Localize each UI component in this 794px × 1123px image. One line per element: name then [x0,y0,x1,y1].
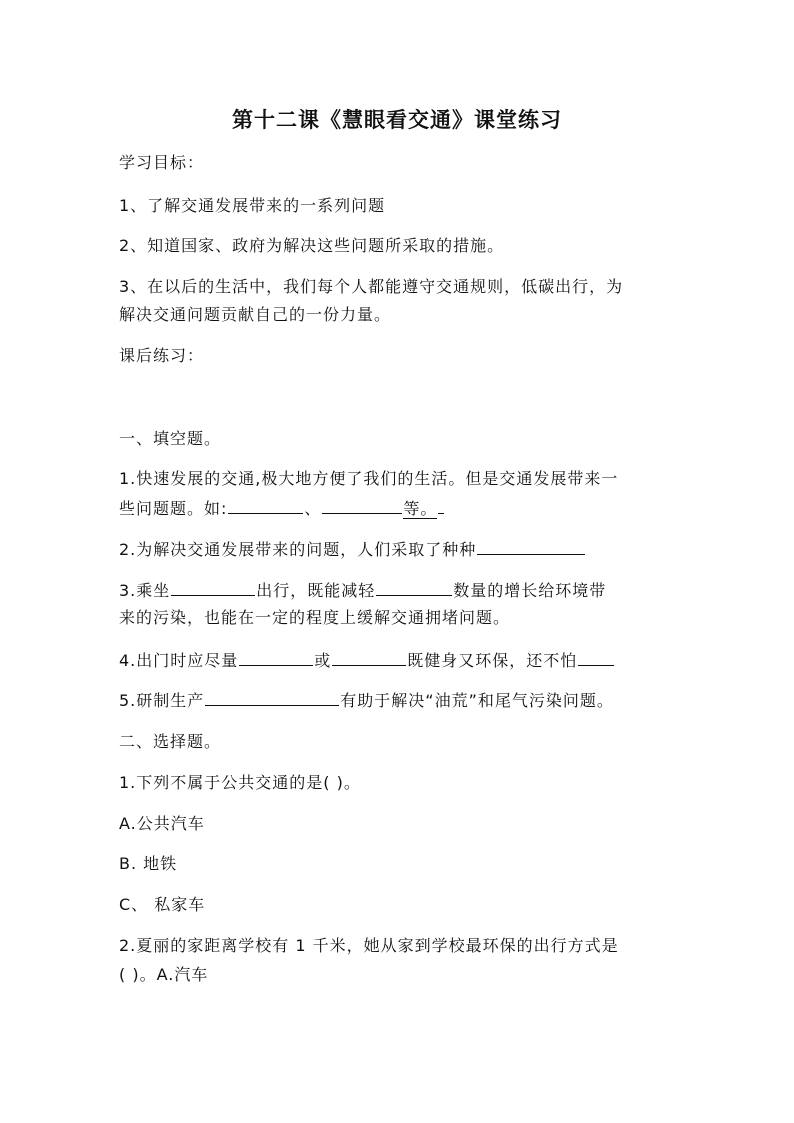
fill-question-1-line-2 [119,498,445,519]
fill-question-3-part-b: 出行，既能减轻 [256,581,376,600]
objectives-heading: 学习目标： [119,153,205,172]
answer-blank[interactable] [376,580,452,596]
fill-question-3-part-a: 3.乘坐 [119,581,171,600]
fill-question-2-text: 2.为解决交通发展带来的问题，人们采取了种种 [119,540,477,559]
fill-question-5 [119,690,614,711]
objective-item: 2、知道国家、政府为解决这些问题所采取的措施。 [119,236,505,255]
fill-question-4-part-c: 既健身又环保，还不怕 [407,651,578,670]
answer-blank[interactable] [578,650,614,666]
answer-blank-tail [438,498,444,514]
fill-question-3-line-2: 来的污染，也能在一定的程度上缓解交通拥堵问题。 [119,608,511,627]
fill-question-1-line-1: 1.快速发展的交通,极大地方便了我们的生活。但是交通发展带来一 [119,469,619,488]
fill-question-5-part-a: 5.研制生产 [119,691,205,710]
fill-question-1-end: 等。 [403,499,438,518]
answer-blank[interactable] [228,498,303,514]
fill-question-3-part-c: 数量的增长给环境带 [453,581,607,600]
fill-question-1-prefix: 些问题题。如: [119,499,228,518]
choice-question-2-line-2: ( )。A.汽车 [119,965,209,984]
fill-blank-heading: 一、填空题。 [119,429,222,448]
choice-option: C、 私家车 [119,895,206,914]
objective-item: 3、在以后的生活中，我们每个人都能遵守交通规则，低碳出行，为 [119,277,624,296]
answer-blank[interactable] [205,690,339,706]
fill-question-5-part-b: 有助于解决“油荒”和尾气污染问题。 [340,691,614,710]
answer-blank[interactable] [239,650,313,666]
fill-question-2 [119,539,586,560]
answer-blank[interactable] [477,539,585,555]
fill-question-4 [119,650,615,671]
fill-question-4-part-b: 或 [314,651,332,670]
answer-blank[interactable] [332,650,406,666]
choice-question-1: 1.下列不属于公共交通的是( )。 [119,773,361,792]
fill-question-3-line-1 [119,580,606,601]
choice-option: B. 地铁 [119,854,178,873]
page-title: 第十二课《慧眼看交通》课堂练习 [232,107,562,132]
answer-blank[interactable] [322,498,402,514]
choice-option: A.公共汽车 [119,814,205,833]
choice-heading: 二、选择题。 [119,732,222,751]
practice-heading: 课后练习： [119,346,205,365]
objective-item-continued: 解决交通问题贡献自己的一份力量。 [119,305,392,324]
fill-question-4-part-a: 4.出门时应尽量 [119,651,239,670]
fill-question-1-separator: 、 [304,499,322,518]
choice-question-2-line-1: 2.夏丽的家距离学校有 1 千米，她从家到学校最环保的出行方式是 [119,936,619,955]
objective-item: 1、了解交通发展带来的一系列问题 [119,196,386,215]
answer-blank[interactable] [171,580,255,596]
